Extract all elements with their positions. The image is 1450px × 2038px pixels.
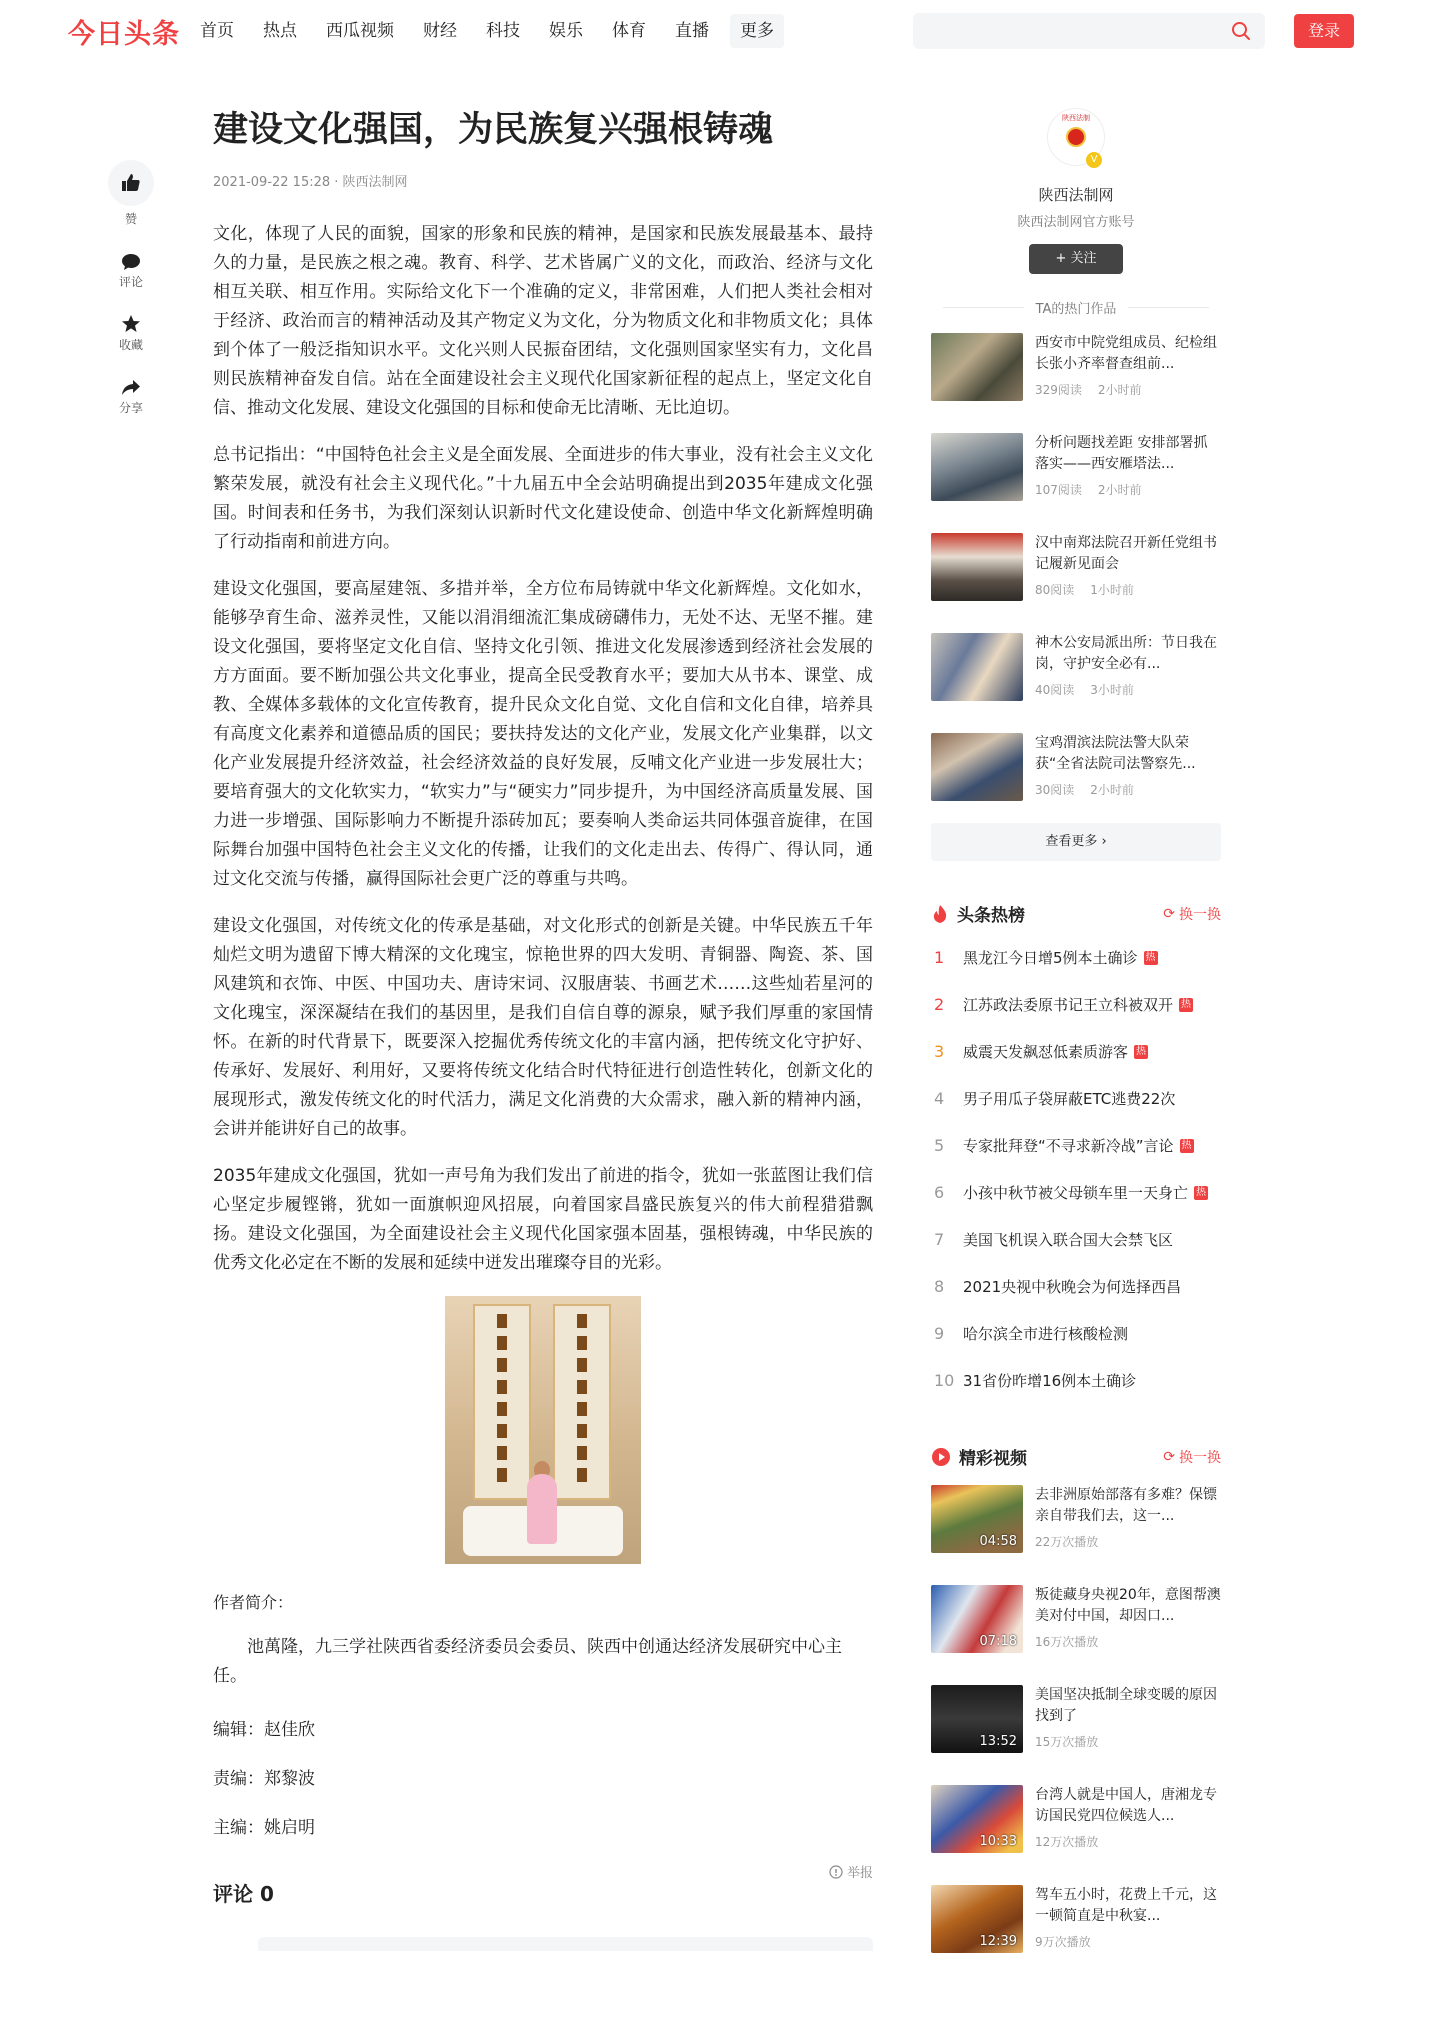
report-label: 举报	[846, 1866, 873, 1881]
work-reads: 80阅读	[1035, 583, 1075, 597]
nav-item-tech[interactable]: 科技	[486, 21, 520, 41]
like-label: 赞	[124, 212, 137, 226]
main-nav	[200, 14, 813, 48]
videos-title: 精彩视频	[959, 1449, 1027, 1469]
video-item[interactable]	[931, 1885, 1221, 1963]
hot-works-title	[931, 298, 1221, 317]
calligraphy-panel	[553, 1304, 611, 1500]
hot-item[interactable]	[931, 1169, 1221, 1216]
work-reads: 329阅读	[1035, 383, 1082, 397]
article-paragraph: 2035年建成文化强国，犹如一声号角为我们发出了前进的指令，犹如一张蓝图让我们信心坚定步履铿锵，犹如一面旗帜迎风招展，向着国家昌盛民族复兴的伟大前程猎猎飘扬。建设文化强国，为全面建设社会主义现代化国家强本固基，强根铸魂，中华民族的优秀文化必定在不断的发展和延续中迸发出璀璨夺目的光彩。	[213, 1166, 873, 1273]
hot-rank: 7	[934, 1230, 945, 1249]
collect-action[interactable]	[108, 308, 154, 353]
hot-rank: 9	[934, 1324, 945, 1343]
work-time: 2小时前	[1090, 783, 1134, 797]
author-card	[931, 108, 1221, 274]
work-thumbnail[interactable]	[931, 433, 1023, 501]
hot-text[interactable]: 美国飞机误入联合国大会禁飞区	[963, 1231, 1174, 1249]
nav-item-hot[interactable]: 热点	[263, 21, 297, 41]
report-link[interactable]	[829, 1862, 873, 1881]
hot-item[interactable]	[931, 1122, 1221, 1169]
video-title[interactable]: 美国坚决抵制全球变暖的原因找到了	[1035, 1687, 1217, 1724]
avatar-text: 陕西法制	[1062, 114, 1090, 122]
calligraphy-panel	[473, 1304, 531, 1500]
video-plays: 16万次播放	[1035, 1635, 1099, 1649]
comment-label: 评论	[118, 275, 143, 289]
share-label: 分享	[118, 401, 143, 415]
like-action[interactable]	[108, 160, 154, 227]
author-bio: 池萬隆，九三学社陕西省委经济委员会委员、陕西中创通达经济发展研究中心主任。	[213, 1637, 842, 1686]
video-item[interactable]	[931, 1485, 1221, 1563]
video-plays: 12万次播放	[1035, 1835, 1099, 1849]
author-heading: 作者简介：	[213, 1593, 294, 1612]
account-name[interactable]: 陕西法制网	[1038, 186, 1114, 204]
work-reads: 40阅读	[1035, 683, 1075, 697]
editor-line: 编辑：赵佳欣	[213, 1720, 315, 1740]
hot-text[interactable]: 威震天发飙怼低素质游客	[963, 1043, 1129, 1061]
hot-rank: 3	[934, 1042, 945, 1061]
hot-item[interactable]	[931, 1216, 1221, 1263]
video-list	[931, 1485, 1221, 1963]
refresh-icon: ⟳	[1163, 1448, 1175, 1465]
hot-text[interactable]: 31省份昨增16例本土确诊	[963, 1372, 1137, 1390]
hot-works-list	[931, 333, 1221, 811]
hot-rank: 10	[934, 1371, 955, 1390]
video-duration: 12:39	[979, 1934, 1017, 1949]
video-thumbnail[interactable]	[931, 1885, 1023, 1953]
hotboard-list	[931, 934, 1221, 1404]
search-input[interactable]	[913, 13, 1265, 49]
article	[213, 105, 873, 1951]
article-paragraph: 总书记指出：“中国特色社会主义是全面发展、全面进步的伟大事业，没有社会主义文化繁荣发展，就没有社会主义现代化。”十九届五中全会站明确提出到2035年建成文化强国。时间表和任务书，为我们深刻认识新时代文化建设使命、创造中华文化新辉煌明确了行动指南和前进方向。	[213, 445, 873, 552]
hot-text[interactable]: 小孩中秋节被父母锁车里一天身亡	[963, 1184, 1189, 1202]
article-paragraph: 建设文化强国，对传统文化的传承是基础，对文化形式的创新是关键。中华民族五千年灿烂文明为遗留下博大精深的文化瑰宝，惊艳世界的四大发明、青铜器、陶瓷、茶、国风建筑和衣饰、中医、中国功夫、唐诗宋词、汉服唐装、书画艺术……这些灿若星河的文化瑰宝，深深凝结在我们的基因里，是我们自信自尊的源泉，赋予我们厚重的家国情怀。在新的时代背景下，既要深入挖掘优秀传统文化的丰富内涵，把传统文化守护好、传承好、发展好、利用好，又要将传统文化结合时代特征进行创造性转化，创新文化的展现形式，激发传统文化的时代活力，满足文化消费的大众需求，融入新的精神内涵，会讲并能讲好自己的故事。	[213, 916, 873, 1139]
verified-icon: V	[1086, 152, 1102, 168]
video-duration: 07:18	[979, 1634, 1017, 1649]
star-icon[interactable]	[121, 314, 141, 334]
hot-item[interactable]	[931, 1028, 1221, 1075]
hot-rank: 6	[934, 1183, 945, 1202]
emblem-icon	[1066, 127, 1086, 147]
hot-badge: 热	[1136, 1045, 1147, 1057]
article-photo[interactable]	[445, 1296, 641, 1564]
video-title[interactable]: 台湾人就是中国人，唐湘龙专访国民党四位候选人...	[1035, 1787, 1217, 1824]
work-time: 2小时前	[1097, 483, 1142, 497]
video-item[interactable]	[931, 1685, 1221, 1763]
share-icon[interactable]	[121, 379, 141, 397]
sidebar	[931, 108, 1221, 1963]
list-item[interactable]	[931, 733, 1221, 811]
hotboard-title: 头条热榜	[957, 906, 1025, 926]
hot-item[interactable]	[931, 1075, 1221, 1122]
video-thumbnail[interactable]	[931, 1685, 1023, 1753]
editor-line: 责编：郑黎波	[213, 1769, 315, 1789]
article-title: 建设文化强国，为民族复兴强根铸魂	[213, 109, 774, 150]
like-button[interactable]	[108, 160, 154, 206]
search-icon[interactable]	[1231, 21, 1251, 41]
hot-text[interactable]: 专家批拜登“不寻求新冷战”言论	[963, 1137, 1174, 1155]
nav-item-live[interactable]: 直播	[675, 21, 709, 41]
refresh-icon: ⟳	[1163, 905, 1175, 922]
video-duration: 10:33	[979, 1834, 1017, 1849]
hotboard-header	[931, 901, 1221, 926]
nav-item-entertainment[interactable]: 娱乐	[549, 21, 583, 41]
work-thumbnail[interactable]	[931, 333, 1023, 401]
warning-icon	[829, 1865, 843, 1879]
refresh-label: 换一换	[1179, 1449, 1221, 1466]
video-item[interactable]	[931, 1785, 1221, 1863]
hot-text[interactable]: 哈尔滨全市进行核酸检测	[963, 1325, 1129, 1343]
login-button[interactable]: 登录	[1294, 14, 1354, 48]
hot-item[interactable]	[931, 1357, 1221, 1404]
nav-item-more[interactable]: 更多	[730, 14, 784, 48]
work-title[interactable]: 西安市中院党组成员、纪检组长张小齐率督查组前...	[1035, 335, 1217, 372]
hot-badge: 热	[1145, 951, 1156, 963]
hot-badge: 热	[1196, 1186, 1207, 1198]
work-title[interactable]: 汉中南郑法院召开新任党组书记履新见面会	[1035, 535, 1217, 572]
video-title[interactable]: 去非洲原始部落有多难？保镖亲自带我们去，这一...	[1035, 1487, 1217, 1524]
work-reads: 107阅读	[1035, 483, 1082, 497]
collect-label: 收藏	[118, 338, 143, 352]
hotboard-refresh-button[interactable]	[1163, 904, 1221, 924]
video-plays: 22万次播放	[1035, 1535, 1099, 1549]
account-desc: 陕西法制网官方账号	[1017, 215, 1135, 230]
hot-badge: 热	[1181, 1139, 1192, 1151]
hot-item[interactable]	[931, 934, 1221, 981]
work-title[interactable]: 分析问题找差距 安排部署抓落实——西安雁塔法...	[1035, 435, 1208, 472]
person-shape	[527, 1474, 557, 1544]
comment-icon[interactable]	[121, 253, 141, 271]
hot-text[interactable]: 江苏政法委原书记王立科被双开	[963, 996, 1174, 1014]
article-meta: 2021-09-22 15:28 · 陕西法制网	[213, 175, 408, 190]
work-thumbnail[interactable]	[931, 533, 1023, 601]
nav-item-home[interactable]: 首页	[200, 21, 234, 41]
comment-action[interactable]	[108, 245, 154, 290]
list-item[interactable]	[931, 333, 1221, 411]
comment-input[interactable]	[258, 1937, 873, 1951]
hot-item[interactable]	[931, 981, 1221, 1028]
action-rail	[108, 160, 154, 434]
list-item[interactable]	[931, 633, 1221, 711]
work-thumbnail[interactable]	[931, 633, 1023, 701]
hot-rank: 1	[934, 948, 945, 967]
work-title[interactable]: 神木公安局派出所：节日我在岗，守护安全必有...	[1035, 635, 1217, 672]
work-thumbnail[interactable]	[931, 733, 1023, 801]
hot-text[interactable]: 黑龙江今日增5例本土确诊	[963, 949, 1138, 967]
avatar[interactable]	[1047, 108, 1105, 166]
flame-icon	[931, 904, 949, 924]
play-circle-icon	[931, 1447, 951, 1467]
video-duration: 13:52	[979, 1734, 1017, 1749]
comments-heading: 评论 0	[213, 1882, 274, 1906]
video-thumbnail[interactable]	[931, 1485, 1023, 1553]
work-title[interactable]: 宝鸡渭滨法院法警大队荣获“全省法院司法警察先...	[1035, 735, 1196, 772]
work-time: 1小时前	[1090, 583, 1134, 597]
hot-item[interactable]	[931, 1310, 1221, 1357]
hot-text[interactable]: 2021央视中秋晚会为何选择西昌	[963, 1278, 1182, 1296]
hot-text[interactable]: 男子用瓜子袋屏蔽ETC逃费22次	[963, 1090, 1176, 1108]
video-thumbnail[interactable]	[931, 1785, 1023, 1853]
video-title[interactable]: 驾车五小时，花费上千元，这一顿简直是中秋宴...	[1035, 1887, 1217, 1924]
hot-rank: 5	[934, 1136, 945, 1155]
video-item[interactable]	[931, 1585, 1221, 1663]
video-thumbnail[interactable]	[931, 1585, 1023, 1653]
article-paragraph: 文化，体现了人民的面貌，国家的形象和民族的精神，是国家和民族发展最基本、最持久的力量，是民族之根之魂。教育、科学、艺术皆属广义的文化，而政治、经济与文化相互关联、相互作用。实际给文化下一个准确的定义，非常困难，人们把人类社会相对于经济、政治而言的精神活动及其产物定义为文化，分为物质文化和非物质文化；具体到个体了一般泛指知识水平。文化兴则人民振奋团结，文化强则国家坚实有力，文化昌则民族精神奋发自信。站在全面建设社会主义现代化国家新征程的起点上，坚定文化自信、推动文化发展、建设文化强国的目标和使命无比清晰、无比迫切。	[213, 224, 873, 418]
video-plays: 9万次播放	[1035, 1935, 1091, 1949]
refresh-label: 换一换	[1179, 906, 1221, 923]
editor-line: 主编：姚启明	[213, 1818, 315, 1838]
list-item[interactable]	[931, 533, 1221, 611]
work-reads: 30阅读	[1035, 783, 1075, 797]
videos-header	[931, 1444, 1221, 1469]
hot-item[interactable]	[931, 1263, 1221, 1310]
nav-item-xigua-video[interactable]: 西瓜视频	[326, 21, 394, 41]
thumbs-up-icon	[121, 173, 141, 193]
list-item[interactable]	[931, 433, 1221, 511]
hot-works-title-text: TA的热门作品	[1035, 302, 1117, 317]
hot-rank: 2	[934, 995, 945, 1014]
site-logo[interactable]: 今日头条	[68, 19, 180, 50]
hot-rank: 4	[934, 1089, 945, 1108]
see-more-button[interactable]: 查看更多 ›	[931, 823, 1221, 861]
hot-badge: 热	[1181, 998, 1192, 1010]
nav-item-finance[interactable]: 财经	[423, 21, 457, 41]
work-time: 3小时前	[1090, 683, 1134, 697]
top-bar	[0, 0, 1450, 62]
share-action[interactable]	[108, 371, 154, 416]
nav-item-sports[interactable]: 体育	[612, 21, 646, 41]
video-duration: 04:58	[979, 1534, 1017, 1549]
hot-rank: 8	[934, 1277, 945, 1296]
follow-button[interactable]: + 关注	[1029, 244, 1123, 274]
article-body	[213, 220, 873, 1278]
work-time: 2小时前	[1097, 383, 1142, 397]
article-paragraph: 建设文化强国，要高屋建瓴、多措并举，全方位布局铸就中华文化新辉煌。文化如水，能够孕育生命、滋养灵性，又能以涓涓细流汇集成磅礴伟力，无处不达、无坚不摧。建设文化强国，要将坚定文化自信、坚持文化引领、推进文化发展渗透到经济社会发展的方方面面。要不断加强公共文化事业，提高全民受教育水平；要加大从书本、课堂、成教、全媒体多载体的文化宣传教育，提升民众文化自觉、文化自信和文化自律，培养具有高度文化素养和道德品质的国民；要扶持发达的文化产业，发展文化产业集群，以文化产业发展提升经济效益，社会经济效益的良好发展，反哺文化产业进一步发展壮大；要培育强大的文化软实力，“软实力”与“硬实力”同步提升，为中国经济高质量发展、国力进一步增强、国际影响力不断提升添砖加瓦；要奏响人类命运共同体强音旋律，在国际舞台加强中国特色社会主义文化的传播，让我们的文化走出去、传得广、得认同，通过文化交流与传播，赢得国际社会更广泛的尊重与共鸣。	[213, 579, 873, 889]
video-title[interactable]: 叛徒藏身央视20年，意图帮澳美对付中国，却因口...	[1035, 1587, 1221, 1624]
videos-refresh-button[interactable]	[1163, 1447, 1221, 1467]
video-plays: 15万次播放	[1035, 1735, 1099, 1749]
